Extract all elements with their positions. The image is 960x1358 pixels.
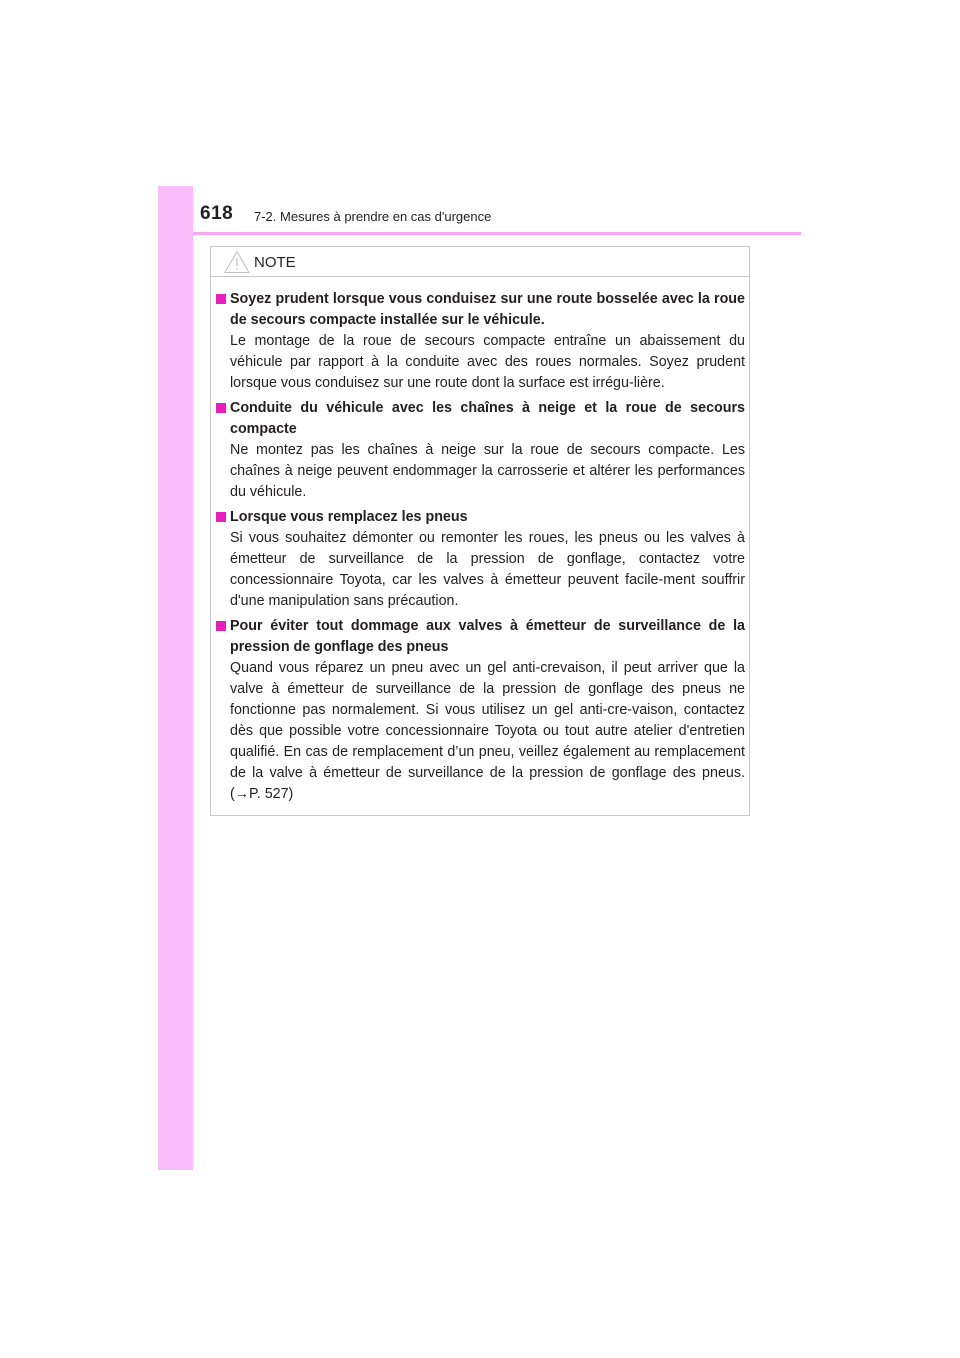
warning-triangle-icon	[224, 250, 250, 274]
side-tab-bar	[158, 186, 193, 1170]
note-item-heading	[216, 289, 745, 331]
square-bullet-icon	[216, 512, 226, 522]
header-rule	[193, 232, 801, 235]
square-bullet-icon	[216, 403, 226, 413]
note-item-heading	[216, 398, 745, 440]
section-title: 7-2. Mesures à prendre en cas d'urgence	[254, 209, 492, 224]
note-item-text: Le montage de la roue de secours compacte entraîne un abaissement du véhicule par rapport à la conduite avec des roues normales. Soyez prudent lorsque vous conduisez sur une route dont la surface est irrégu-lière.	[230, 333, 745, 391]
page-number: 618	[200, 203, 234, 224]
note-item	[216, 616, 745, 805]
note-item-heading-text: Soyez prudent lorsque vous conduisez sur une route bosselée avec la roue de secours compacte installée sur le véhicule.	[230, 291, 745, 328]
note-item	[216, 398, 745, 503]
note-label: NOTE	[254, 254, 296, 271]
note-body	[216, 289, 745, 809]
note-item	[216, 507, 745, 612]
note-item-text: Ne montez pas les chaînes à neige sur la roue de secours compacte. Les chaînes à neige peuvent endommager la carrosserie et altérer les performances du véhicule.	[230, 442, 745, 500]
note-item-heading	[216, 507, 745, 528]
square-bullet-icon	[216, 294, 226, 304]
note-item	[216, 289, 745, 394]
note-box	[210, 246, 750, 816]
square-bullet-icon	[216, 621, 226, 631]
note-item-heading-text: Conduite du véhicule avec les chaînes à neige et la roue de secours compacte	[230, 400, 745, 437]
note-item-text: Quand vous réparez un pneu avec un gel anti-crevaison, il peut arriver que la valve à émetteur de surveillance de la pression de gonflage des pneus ne fonctionne pas normalement. Si vous utilisez un gel anti-cre-vaison, contactez dès que possible votre concessionnaire Toyota ou tout autre atelier d'entretien qualifié. En cas de remplacement d’un pneu, veillez également au remplacement de la valve à émetteur de surveillance de la pression de gonflage des pneus. (→P. 527)	[230, 660, 745, 802]
note-item-heading-text: Pour éviter tout dommage aux valves à émetteur de surveillance de la pression de gonflage des pneus	[230, 618, 745, 655]
note-item-heading-text: Lorsque vous remplacez les pneus	[230, 509, 468, 525]
note-header	[211, 247, 749, 277]
note-item-text: Si vous souhaitez démonter ou remonter les roues, les pneus ou les valves à émetteur de surveillance de la pression de gonflage, contactez votre concessionnaire Toyota, car les valves à émetteur peuvent facile-ment souffrir d'une manipulation sans précaution.	[230, 530, 745, 609]
note-item-heading	[216, 616, 745, 658]
